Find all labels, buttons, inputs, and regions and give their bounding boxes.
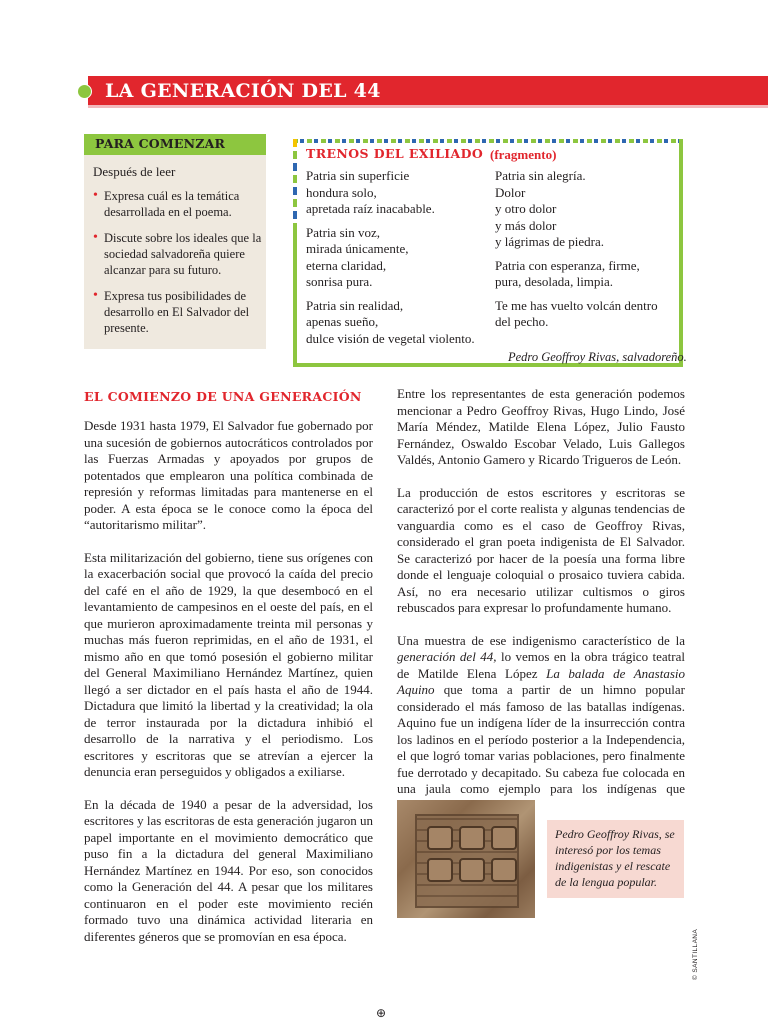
glyph-icon	[459, 826, 485, 850]
paragraph	[397, 633, 685, 815]
header-bullet-icon	[77, 84, 92, 99]
generation-term: generación del 44,	[397, 649, 497, 664]
glyph-icon	[459, 858, 485, 882]
poem-frame-top-border	[293, 139, 683, 143]
poem-line: Dolor	[495, 184, 526, 200]
glyph-icon	[427, 858, 453, 882]
paragraph-text: Una muestra de ese indigenismo característico de la	[397, 632, 685, 648]
poem-stanza	[495, 168, 658, 251]
paragraph: Entre los representantes de esta generación podemos mencionar a Pedro Geoffroy Rivas, Hugo Lindo, José María Méndez, Matilde Elena López, Julio Fausto Fernández, Oswaldo Escobar Velado, Luis Gallegos Valdés, Antonio Gamero y Ricardo Trigueros de León.	[397, 386, 685, 467]
paragraph: La producción de estos escritores y escritoras se caracterizó por el corte realista y algunas tendencias de vanguardia como es el caso de Geoffroy Rivas, considerado el gran poeta indigenista de El Salvador. Se caracterizó por hacer de la poesía una forma libre donde el lenguaje coloquial o prosaico tuviera cabida. Así, no era necesario utilizar cultismos o giros rebuscados para expresar lo profundamente humano.	[397, 484, 685, 615]
poem-stanza	[306, 225, 475, 291]
glyph-icon	[491, 826, 517, 850]
copyright-text: © SANTILLANA	[692, 928, 699, 980]
poem-frame-right-border	[679, 139, 683, 367]
figure-caption: Pedro Geoffroy Rivas, se interesó por los temas indigenistas y el rescate de la lengua popular.	[555, 827, 675, 889]
page-title: LA GENERACIÓN DEL 44	[105, 80, 381, 102]
poem-stanza	[495, 258, 658, 291]
poem-line: pura, desolada, limpia.	[495, 274, 614, 289]
stone-carving-image	[397, 800, 535, 918]
poem-stanza	[306, 298, 475, 348]
poem-line: del pecho.	[495, 314, 549, 329]
poem-column-2	[495, 168, 658, 338]
paragraph: Desde 1931 hasta 1979, El Salvador fue gobernado por una sucesión de gobiernos autocráticos controlados por las Fuerzas Armadas y apoyados por grupos de potentados que emplearon una política combinada de represión y reformas limitadas para mantenerse en el poder. A esta época se le conoce como la época del “autoritarismo militar”.	[84, 418, 373, 532]
glyph-icon	[491, 858, 517, 882]
poem-line: y más dolor	[495, 217, 557, 233]
copyright-notice	[692, 918, 704, 990]
work-title: La balada de Anastasio Aquino	[397, 665, 685, 697]
poem-frame-left-border	[293, 139, 297, 367]
body-column-right	[397, 386, 685, 830]
paragraph-text: lo vemos en la obra trágico teatral de Matilde Elena López	[397, 649, 685, 681]
poem-subtitle: (fragmento)	[490, 147, 557, 162]
poem-line: y lágrimas de piedra.	[495, 234, 605, 249]
paragraph: Esta militarización del gobierno, tiene sus orígenes con la exacerbación social que provocó la caída del precio del café en el año de 1929, la que desembocó en el levantamiento de campesinos en el oeste del país, en el que murieron aproximadamente treinta mil personas y muchas más fueron reprimidas, en el año de 1931, el mismo año en que tomó posesión el gobierno militar del General Maximiliano Hernández Martínez, quien llegó a ser dictador en el país hasta el año de 1944. Dictadura que limitó la libertad y la creatividad; la ola de terror instaurada por la dictadura inhibió el desarrollo de la narrativa y el periodismo. Los escritores y escritoras que se atrevían a ejercer la denuncia eran perseguidos y obligados a exiliarse.	[84, 549, 373, 779]
paragraph-text: que toma a partir de un himno popular considerado el más famoso de las batallas indígenas. Aquino fue un indígena líder de la insurrección contra los ladinos en el período posterior a la Independencia, el que logró tomar varias poblaciones, pero finalmente fue derrotado y decapitado. Su cabeza fue colocada en una jaula como ejemplo para los indígenas que	[397, 682, 685, 796]
header-stripe	[88, 105, 768, 108]
registration-mark-icon: ⊕	[376, 1006, 387, 1020]
poem-line: apretada raíz inacabable.	[306, 201, 435, 216]
poem-line: Patria sin alegría.	[495, 168, 586, 183]
list-item: • Expresa tus posibilidades de desarrollo en El Salvador del presente.	[93, 288, 263, 336]
poem-line: Patria sin superficie	[306, 168, 410, 183]
poem-stanza	[495, 298, 658, 331]
poem-line: mirada únicamente,	[306, 241, 409, 256]
section-title: EL COMIENZO DE UNA GENERACIÓN	[84, 389, 362, 404]
poem-line: dulce visión de vegetal violento.	[306, 330, 475, 346]
poem-line: hondura solo,	[306, 184, 377, 200]
list-item: • Discute sobre los ideales que la sociedad salvadoreña quiere alcanzar para su futuro.	[93, 230, 263, 278]
para-comenzar-intro: Después de leer	[93, 164, 176, 179]
poem-stanza	[306, 168, 475, 218]
poem-title: TRENOS DEL EXILIADO	[306, 146, 484, 161]
poem-column-1	[306, 168, 475, 354]
para-comenzar-list	[93, 188, 263, 346]
list-item: • Expresa cuál es la temática desarrollada en el poema.	[93, 188, 263, 220]
glyph-icon	[427, 826, 453, 850]
poem-line: Patria con esperanza, firme,	[495, 257, 640, 273]
poem-line: Patria sin voz,	[306, 224, 381, 240]
poem-author: Pedro Geoffroy Rivas, salvadoreño.	[508, 350, 687, 364]
poem-line: eterna claridad,	[306, 257, 387, 273]
para-comenzar-title: PARA COMENZAR	[95, 136, 226, 151]
poem-line: y otro dolor	[495, 201, 557, 216]
paragraph: En la década de 1940 a pesar de la adversidad, los escritores y las escritoras de esta generación jugaron un papel importante en el movimiento democrático que puso fin a la dictadura del general Maximiliano Hernández Martínez en 1944. Por eso, son conocidos como la Generación del 44. A pesar que los militares continuaron en el poder este movimiento recién formado tuvo una dinámica actividad literaria en diferentes géneros que se promovían en esa época.	[84, 796, 373, 944]
body-column-left	[84, 418, 373, 961]
poem-line: apenas sueño,	[306, 314, 379, 329]
poem-line: Te me has vuelto volcán dentro	[495, 297, 658, 313]
poem-line: sonrisa pura.	[306, 274, 373, 289]
poem-line: Patria sin realidad,	[306, 297, 404, 313]
